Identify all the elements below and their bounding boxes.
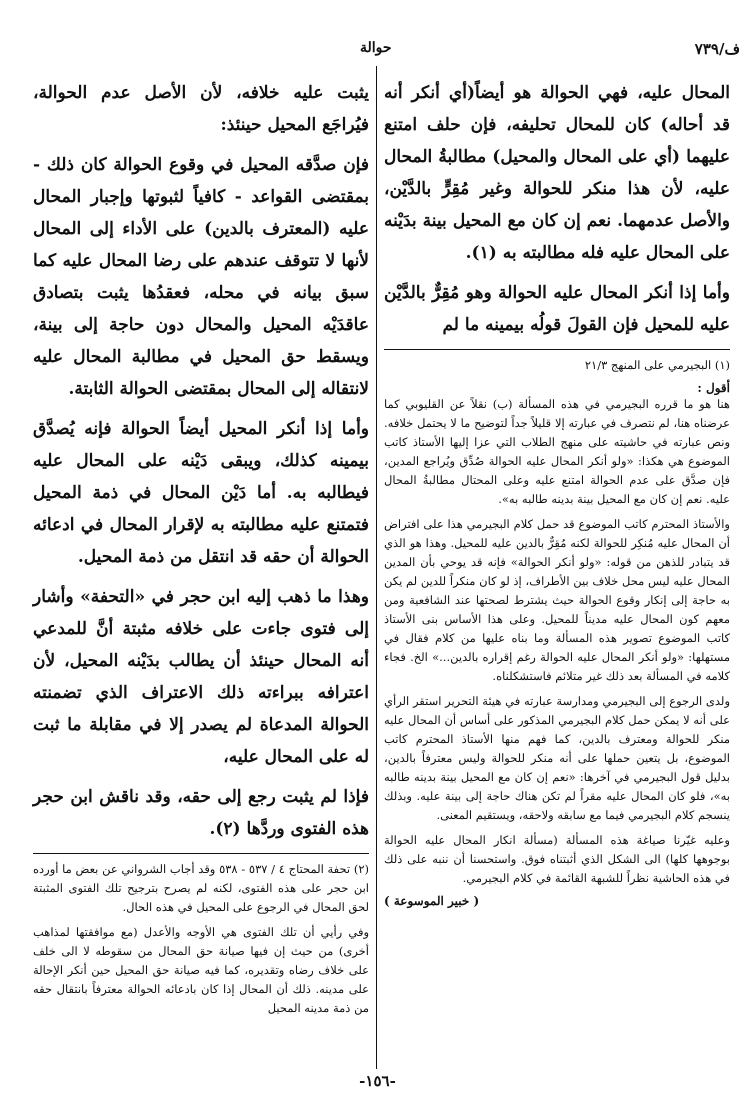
running-title: حوالة [360,40,392,56]
footnote-separator [384,349,730,350]
footnote-paragraph: والأستاذ المحترم كاتب الموضوع قد حمل كلام البجيرمي هذا على افتراض أن المحال عليه مُنكِر للحوالة لكنه مُقِرٌّ بالدين عليه للمحيل. وهذا هو الذي قد يتبادر للذهن من قوله: «ولو أنكر الحوالة» فإنه قد يوحي بأن المدين المحال عليه ليس محل خلاف بين الأطراف، إذ لو كان منكراً للدين لم يكن به حاجة إلى إنكار وقوع الحوالة حيث يشترط لصحتها عند الشافعية ومن معهم كون المحال عليه مديناً للمحيل. وعلى هذا الأساس بنى الأستاذ كاتب الموضوع تصوير هذه المسألة وما بناه عليها من كلام فقال في مستهلها: «ولو أنكر المحال عليه الحوالة رغم إقراره بالدين...» الخ. فجاء كلامه في المسألة بعد ذلك غير متلائم فاستشكلناه. [384,517,730,683]
main-paragraph: وأما إذا أنكر المحال عليه الحوالة وهو مُقِرٌّ بالدَّيْن عليه للمحيل فإن القولَ قولُه بيمينه ما لم [384,283,730,335]
footnote-reference: (١) البجيرمي على المنهج ٢١/٣ [584,358,730,372]
main-paragraph: فإن صدَّقه المحيل في وقوع الحوالة كان ذلك - بمقتضى القواعد - كافياً لثبوتها وإجبار المحال عليه (المعترف بالدين) على الأداء إلى المحال لأنها لا تتوقف عندهم على رضا المحال عليه كما سبق بيانه في محله، فعقدُها يثبت بتصادق عاقدَيْه المحيل والمحال دون حاجة إلى بينة، ويسقط حق المحيل في مطالبة المحال عليه لانتقاله إلى المحال بمقتضى الحوالة الثابتة. [33,155,369,399]
main-paragraph: المحال عليه، فهي الحوالة هو أيضاً(أي أنكر أنه قد أحاله) كان للمحال تحليفه، فإن حلف امتنع عليهما (أي على المحال والمحيل) مطالبةُ المحال عليه، لأن هذا منكر للحوالة وغير مُقِرٍّ بالدَّيْن، والأصل عدمهما. نعم إن كان مع المحيل بينة بدَيْنه على المحال عليه فله مطالبته به (١). [384,83,730,263]
footnote-separator [33,853,369,854]
footnote-paragraph: هنا هو ما قرره البجيرمي في هذه المسألة (ب) نقلاً عن القليوبي كما عرضناه هنا، لم نتصرف في عبارته إلا قليلاً جداً لتوضيح ما لا يحتمل خلافه. ونص عبارته في حاشيته على منهج الطلاب التي عزا إليها الأستاذ كاتب الموضوع هي هكذا: «ولو أنكر المحال عليه الحوالة صُدِّق ويُراجع المدين، فإن صدَّق على عدم الحوالة امتنع عليه وعلى المحتال مطالبةُ المحال عليه. نعم إن كان مع المحيل بينة بدينه طالبه به». [384,397,730,506]
right-column [384,77,730,908]
page-header [20,40,740,62]
main-paragraph: وأما إذا أنكر المحيل أيضاً الحوالة فإنه يُصدَّق بيمينه كذلك، ويبقى دَيْنه على المحال عليه فيطالبه به. أما دَيْن المحال في ذمة المحيل فتمتنع عليه مطالبته به لإقرار المحال في ادعائه الحوالة أن حقه قد انتقل من ذمة المحيل. [33,419,369,567]
footnote-paragraph: (٢) تحفة المحتاج ٤ / ٥٣٧ - ٥٣٨ وقد أجاب الشرواني عن بعض ما أورده ابن حجر على هذه الفتوى، لكنه لم يصرح بترجيح تلك الفتوى المثبتة لحق المحال في الرجوع على المحيل في هذه الحال. [33,862,370,914]
main-paragraph: فإذا لم يثبت رجع إلى حقه، وقد ناقش ابن حجر هذه الفتوى وردَّها (٢). [33,787,369,839]
column-divider [376,66,377,1069]
footnote-paragraph: ولدى الرجوع إلى البجيرمي ومدارسة عبارته في هيئة التحرير استقر الرأي على أنه لا يمكن حمل كلام البجيرمي المذكور على أساس أن المحال عليه منكر للحوالة ومعترف بالدين، كما فهم منها الأستاذ المحترم كاتب الموضوع، بل يتعين حملها على أنه منكر للحوالة وليس معترفاً بالدين، بدليل قول البجيرمي في آخرها: «نعم إن كان مع المحيل بينة بدينه طالبه به»، فلو كان المحال عليه مقراً لم تكن هناك حاجة إلى بينة عليه. وبذلك ينسجم كلام البجيرمي فيما مع سابقه ولاحقه، ويستقيم المعنى. [384,694,730,822]
main-paragraph: وهذا ما ذهب إليه ابن حجر في «التحفة» وأشار إلى فتوى جاءت على خلافه مثبتة أنَّ للمدعي أنه المحال حينئذ أن يطالب بدَيْنه المحيل، لأن اعترافه ببراءته ذلك الاعتراف الذي تضمنته الحوالة المدعاة لم يصدر إلا في مقابلة ما ثبت له على المحال عليه، [33,587,369,767]
footnote-heading: أقول : [697,381,730,395]
page-reference: ف/٧٣٩ [694,40,740,58]
main-paragraph: يثبت عليه خلافه، لأن الأصل عدم الحوالة، فيُراجَع المحيل حينئذ: [33,83,369,135]
footnote-signature: ( خبير الموسوعة ) [384,894,480,908]
footnote-paragraph: وفي رأيي أن تلك الفتوى هي الأوجه والأعدل (مع موافقتها لمذاهب أخرى) من حيث إن فيها صيانة حق المحال من سقوطه لا الى خلف على خلاف رضاه وتقديره، كما فيه صيانة حق المحيل حين أنكر الإحالة على مدينه. ذلك أن المحال إذا كان بادعائه الحوالة معترفاً بانتقال حقه من ذمة مدينه المحيل [33,925,369,1015]
page-number: -١٥٦- [359,1072,396,1090]
left-column [33,77,369,1024]
footnote-paragraph: وعليه غيّرنا صياغة هذه المسألة (مسألة انكار المحال عليه الحوالة بوجوهها كلها) الى الشكل الذي أثبتناه فوق. واستحسنا أن ننبه على ذلك في هذه الحاشية نظراً للشبهة القائمة في كلام البجيرمي. [384,833,730,885]
